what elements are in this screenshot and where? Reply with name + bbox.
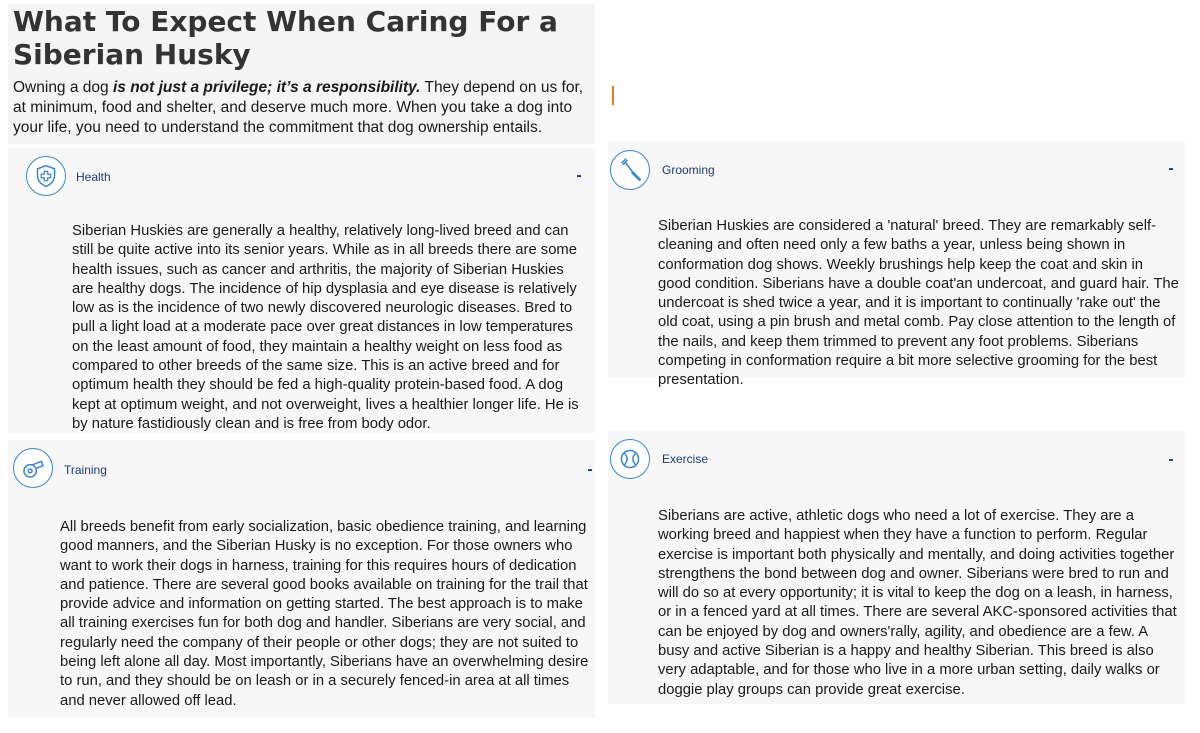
exercise-panel — [608, 431, 1185, 704]
shield-medical-icon — [26, 156, 66, 196]
exercise-body: Siberians are active, athletic dogs who need a lot of exercise. They are a working breed and happiest when they have a function to perform. Regular exercise is important both physically and mentally, and doing activities together strengthens the bond between dog and owner. Siberians were bred to run and will do so at every opportunity; it is vital to keep the dog on a leash, in harness, or in a fenced yard at all times. There are several AKC-sponsored activities that can be enjoyed by dog and owners'rally, agility, and obedience are a few. A busy and active Siberian is a happy and healthy Siberian. This breed is also very adaptable, and for those who live in a more urban setting, daily walks or doggie play groups can provide great exercise. — [658, 508, 1177, 698]
health-panel — [8, 148, 595, 433]
training-collapse-button[interactable]: - — [587, 461, 593, 478]
training-panel — [8, 440, 595, 718]
grooming-panel-header[interactable] — [608, 141, 1185, 201]
training-label: Training — [64, 463, 107, 477]
intro-text-end: They depend on us for, at minimum, food and shelter, and deserve much more. When you take a dog into your life, you need to understand the commitment that dog ownership entails. — [13, 79, 584, 136]
intro-text-start: Owning a dog — [13, 79, 113, 96]
tennis-ball-icon — [610, 439, 650, 479]
grooming-collapse-button[interactable]: - — [1168, 160, 1174, 177]
training-panel-header[interactable] — [8, 440, 595, 500]
intro-paragraph — [13, 78, 593, 138]
exercise-collapse-button[interactable]: - — [1168, 451, 1174, 468]
health-panel-header[interactable] — [8, 148, 595, 208]
health-body: Siberian Huskies are generally a healthy, relatively long-lived breed and can still be quite active into its senior years. While as in all breeds there are some health issues, such as cancer and arthritis, the majority of Siberian Huskies are healthy dogs. The incidence of hip dysplasia and eye disease is relatively low as is the incidence of two newly discovered neurologic diseases. Bred to pull a light load at a moderate pace over great distances in low temperatures on the least amount of food, they maintain a healthy weight on less food as compared to other breeds of the same size. This is an active breed and for optimum health they should be fed a high-quality protein-based food. A dog kept at optimum weight, and not overweight, lives a healthier longer life. He is by nature fastidiously clean and is free from body odor. — [72, 223, 579, 432]
intro-emphasis: is not just a privilege; it’s a responsibility. — [112, 79, 421, 96]
brush-icon — [610, 150, 650, 190]
page-title: What To Expect When Caring For a Siberian Husky — [13, 5, 558, 71]
training-body: All breeds benefit from early socialization, basic obedience training, and learning good manners, and the Siberian Husky is no exception. For those owners who want to work their dogs in harness, training for this requires hours of dedication and patience. There are several good books available on training for the trail that provide advice and information on getting started. The best approach is to make all training exercises fun for both dog and handler. Siberians are very social, and regularly need the company of their people or other dogs; they are not suited to being left alone all day. Most importantly, Siberians have an overwhelming desire to run, and they should be on leash or in a securely fenced-in area at all times and never allowed off lead. — [60, 519, 589, 709]
health-collapse-button[interactable]: - — [576, 167, 582, 184]
health-label: Health — [76, 170, 111, 184]
whistle-icon — [13, 448, 53, 488]
grooming-body: Siberian Huskies are considered a 'natural' breed. They are remarkably self-cleaning and often need only a few baths a year, unless being shown in conformation dog shows. Weekly brushings help keep the coat and skin in good condition. Siberians have a double coat'an undercoat, and guard hair. The undercoat is shed twice a year, and it is important to continually 'rake out' the old coat, using a pin brush and metal comb. Pay close attention to the length of the nails, and keep them trimmed to prevent any foot problems. Siberians competing in conformation require a bit more selective grooming for the best presentation. — [658, 218, 1179, 389]
exercise-label: Exercise — [662, 452, 709, 466]
grooming-panel — [608, 141, 1185, 389]
exercise-panel-header[interactable] — [608, 431, 1185, 491]
grooming-label: Grooming — [662, 163, 715, 177]
text-cursor — [612, 86, 614, 105]
